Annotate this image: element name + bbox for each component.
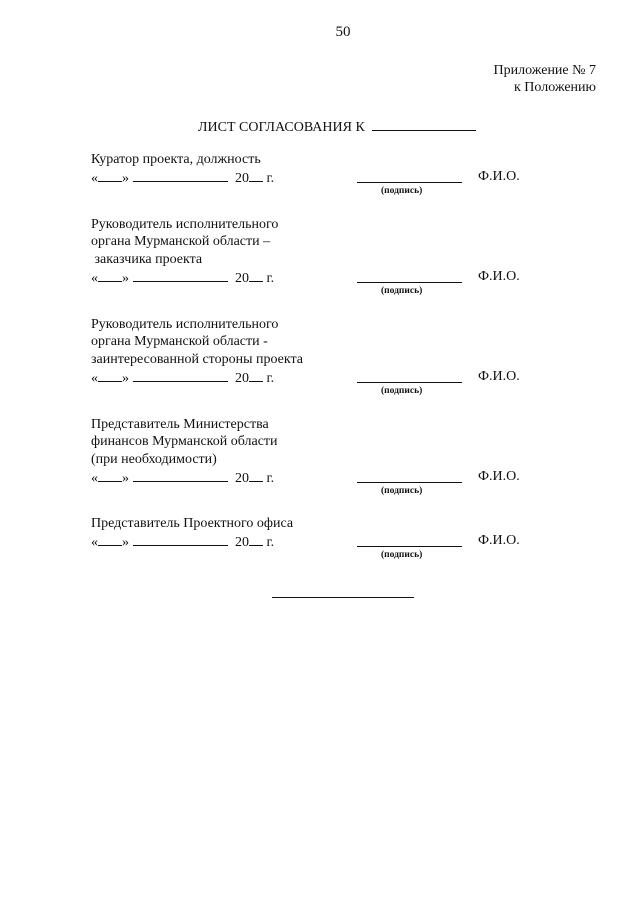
approval-block bbox=[91, 151, 551, 199]
date-month-field bbox=[133, 468, 228, 482]
appendix-label bbox=[494, 62, 597, 96]
date-text: 20 bbox=[235, 470, 249, 486]
date-signature-row bbox=[91, 268, 551, 285]
date-signature-row bbox=[91, 532, 551, 549]
date-signature-row bbox=[91, 168, 551, 185]
signature-caption: (подпись) bbox=[381, 385, 423, 396]
title-text: ЛИСТ СОГЛАСОВАНИЯ К bbox=[198, 120, 365, 135]
signature-line[interactable] bbox=[357, 182, 462, 183]
date-text: « bbox=[91, 270, 98, 286]
date-signature-row bbox=[91, 468, 551, 485]
fio-label: Ф.И.О. bbox=[478, 468, 520, 484]
signature-line[interactable] bbox=[357, 482, 462, 483]
blank-underline bbox=[249, 168, 263, 182]
signature-caption-row bbox=[91, 549, 551, 563]
date-text: г. bbox=[266, 535, 275, 551]
fio-label: Ф.И.О. bbox=[478, 169, 520, 185]
blank-underline bbox=[98, 532, 122, 546]
closing-divider bbox=[272, 597, 414, 598]
approver-label: Представитель Министерства финансов Мурманской области (при необходимости) bbox=[91, 417, 278, 467]
date-text: » bbox=[122, 470, 129, 486]
date-text: 20 bbox=[235, 535, 249, 551]
blank-underline bbox=[249, 532, 263, 546]
blank-underline bbox=[98, 368, 122, 382]
date-text: г. bbox=[266, 470, 275, 486]
date-text: 20 bbox=[235, 270, 249, 286]
date-month-field bbox=[133, 368, 228, 382]
date-text: » bbox=[122, 535, 129, 551]
signature-caption-row bbox=[91, 185, 551, 199]
page-title bbox=[198, 117, 476, 136]
signature-line[interactable] bbox=[357, 282, 462, 283]
fio-label: Ф.И.О. bbox=[478, 268, 520, 284]
fio-label: Ф.И.О. bbox=[478, 368, 520, 384]
date-text: » bbox=[122, 171, 129, 187]
signature-line[interactable] bbox=[357, 546, 462, 547]
date-signature-row bbox=[91, 368, 551, 385]
date-text: « bbox=[91, 535, 98, 551]
title-blank-line bbox=[372, 117, 476, 131]
approval-block bbox=[91, 515, 551, 563]
date-text: » bbox=[122, 370, 129, 386]
approver-label: Куратор проекта, должность bbox=[91, 152, 261, 167]
date-text: г. bbox=[266, 370, 275, 386]
date-text: « bbox=[91, 171, 98, 187]
date-text: г. bbox=[266, 171, 275, 187]
appendix-reference: к Положению bbox=[513, 80, 596, 95]
approval-block bbox=[91, 216, 551, 299]
blank-underline bbox=[249, 368, 263, 382]
page-number: 50 bbox=[335, 24, 351, 40]
date-text: г. bbox=[266, 270, 275, 286]
date-text: 20 bbox=[235, 370, 249, 386]
signature-caption-row bbox=[91, 385, 551, 399]
blank-underline bbox=[98, 168, 122, 182]
date-text: « bbox=[91, 370, 98, 386]
approver-label: Представитель Проектного офиса bbox=[91, 516, 294, 531]
signature-caption-row bbox=[91, 485, 551, 499]
date-text: » bbox=[122, 270, 129, 286]
approver-label: Руководитель исполнительного органа Мурманской области – заказчика проекта bbox=[91, 217, 279, 267]
date-month-field bbox=[133, 168, 228, 182]
approver-label: Руководитель исполнительного органа Мурманской области - заинтересованной стороны проекта bbox=[91, 317, 303, 367]
date-month-field bbox=[133, 268, 228, 282]
blank-underline bbox=[249, 268, 263, 282]
approval-block bbox=[91, 416, 551, 499]
signature-caption: (подпись) bbox=[381, 186, 423, 197]
approval-block bbox=[91, 316, 551, 399]
fio-label: Ф.И.О. bbox=[478, 533, 520, 549]
signature-caption: (подпись) bbox=[381, 485, 423, 496]
date-month-field bbox=[133, 532, 228, 546]
date-text: 20 bbox=[235, 171, 249, 187]
blank-underline bbox=[98, 268, 122, 282]
signature-caption: (подпись) bbox=[381, 550, 423, 561]
blank-underline bbox=[98, 468, 122, 482]
signature-caption: (подпись) bbox=[381, 285, 423, 296]
blank-underline bbox=[249, 468, 263, 482]
signature-caption-row bbox=[91, 285, 551, 299]
appendix-number: Приложение № 7 bbox=[493, 63, 596, 78]
signature-line[interactable] bbox=[357, 382, 462, 383]
date-text: « bbox=[91, 470, 98, 486]
